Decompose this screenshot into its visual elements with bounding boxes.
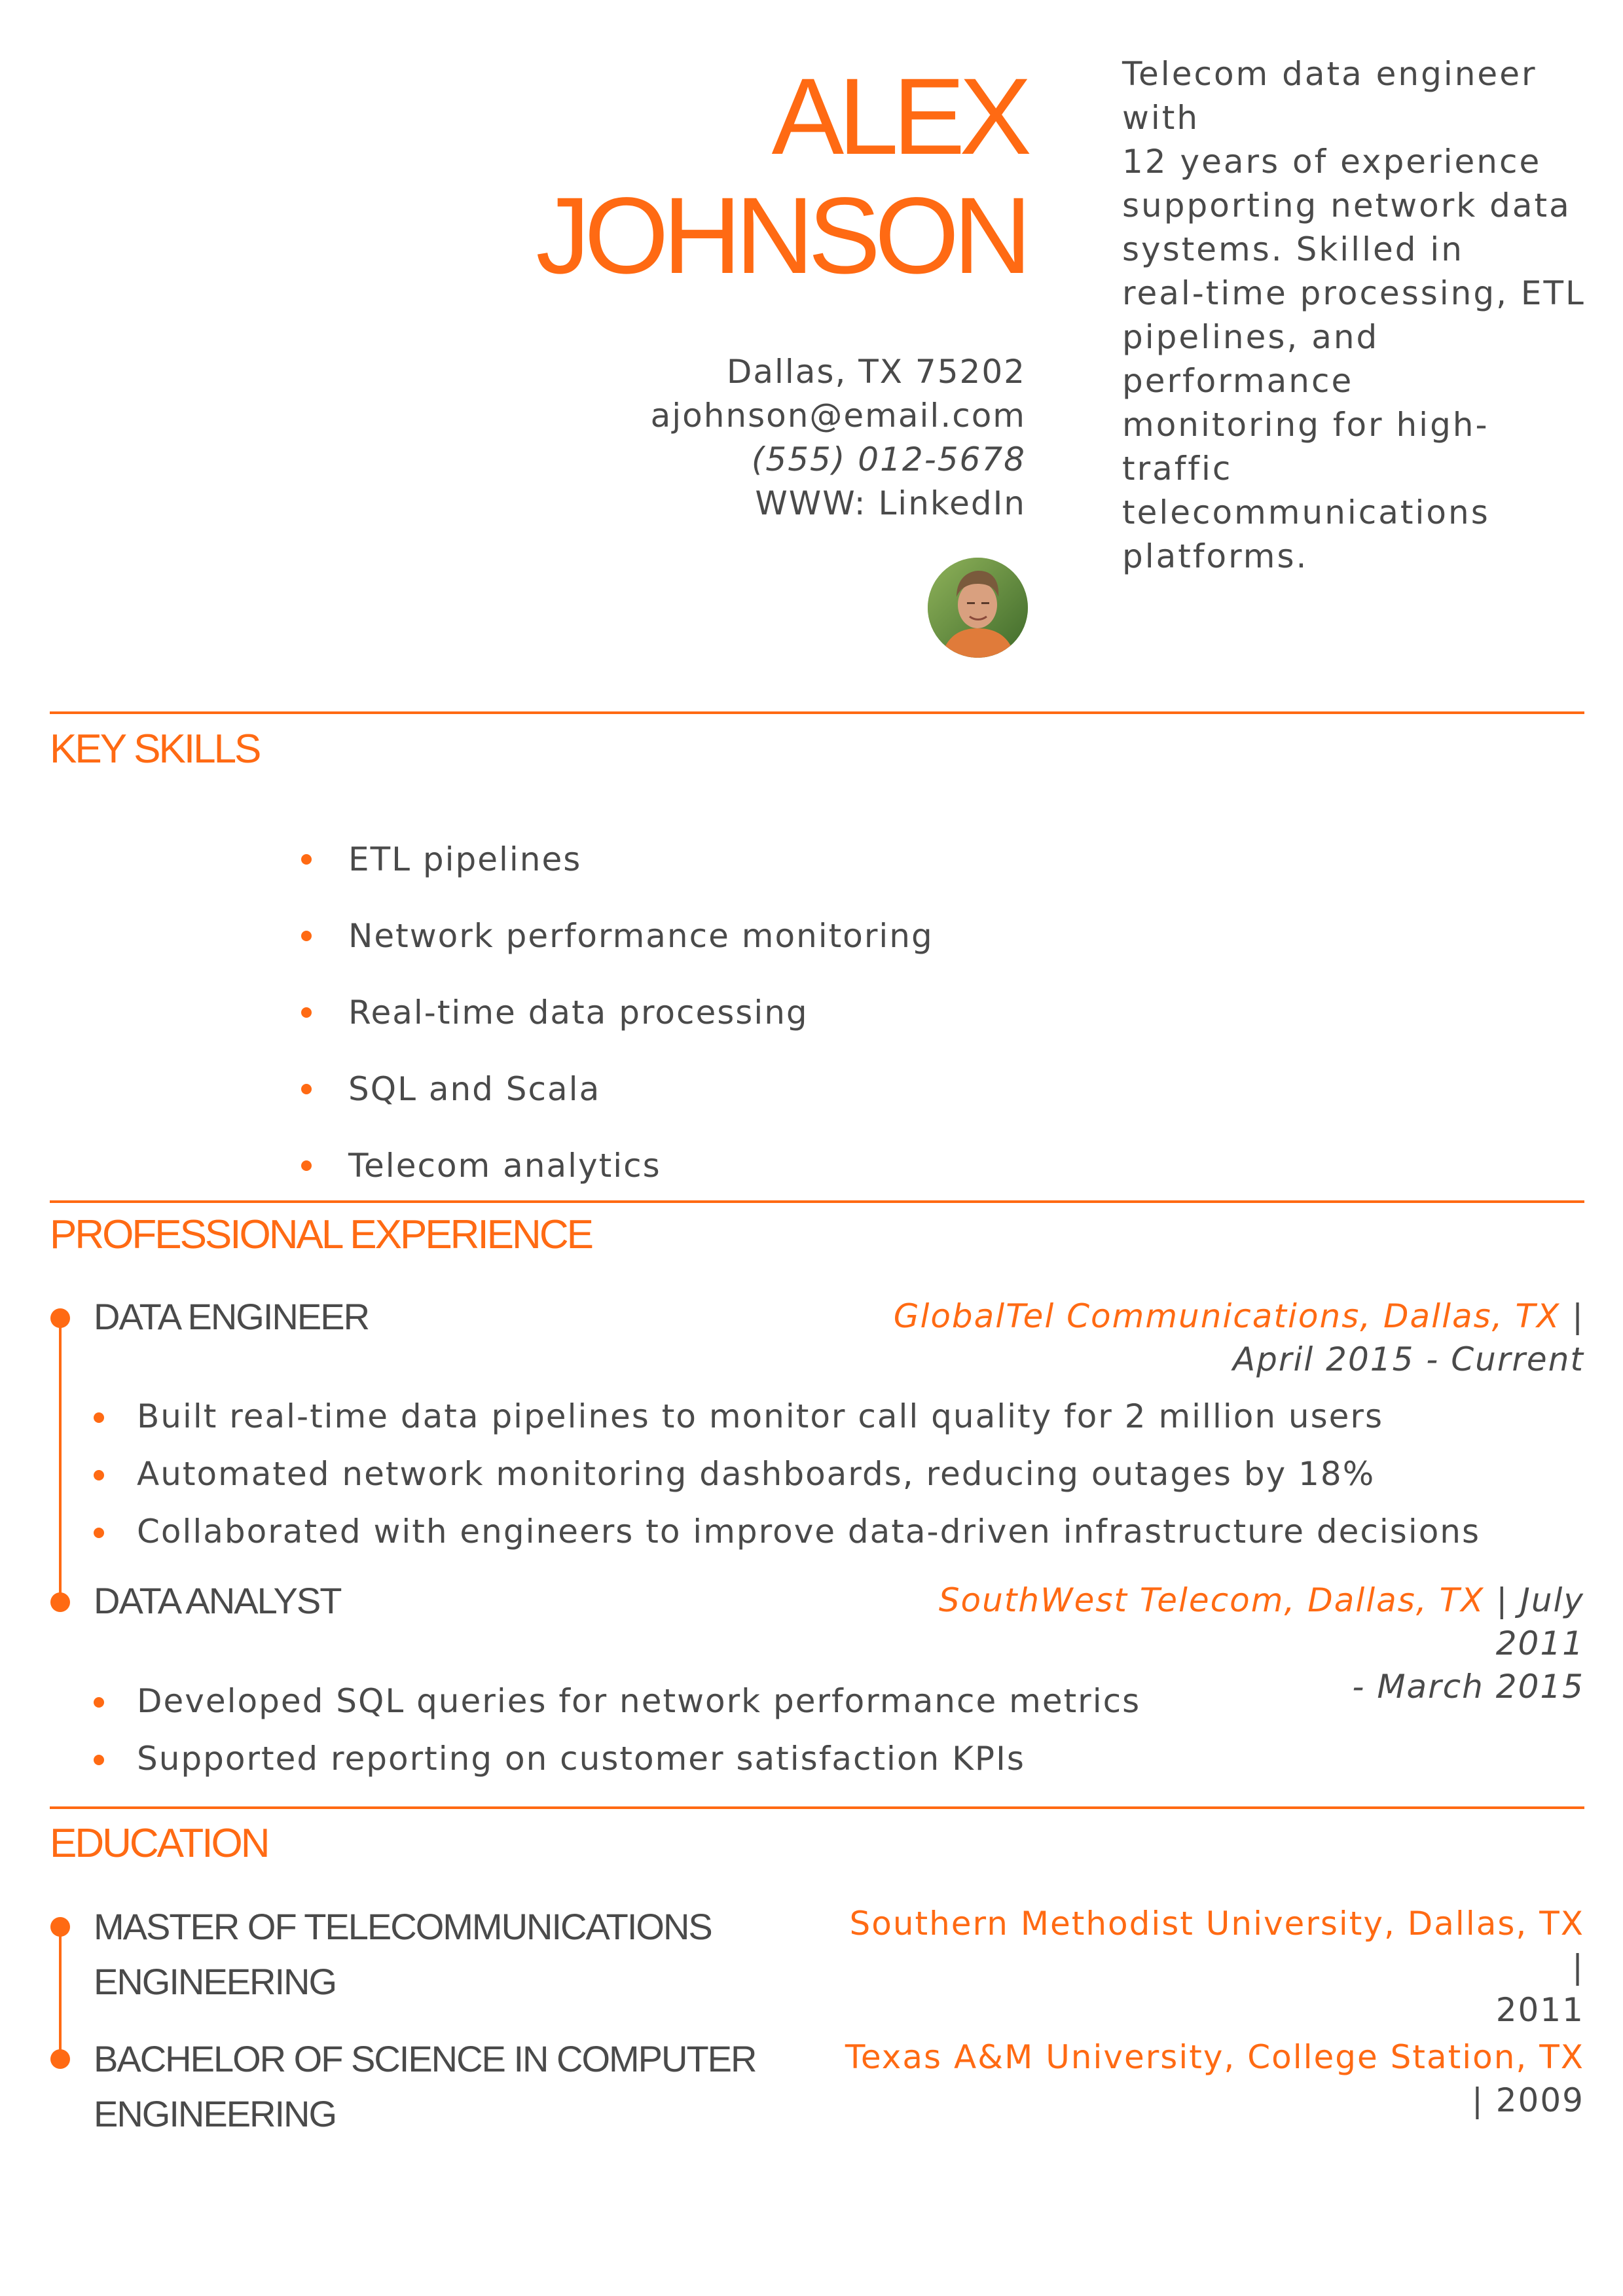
summary-line: pipelines, and performance	[1122, 318, 1379, 400]
summary-line: systems. Skilled in	[1122, 230, 1464, 268]
job-bullets	[94, 1672, 1140, 1787]
address: Dallas, TX 75202	[726, 353, 1026, 391]
phone-number[interactable]: (555) 012-5678	[751, 440, 1026, 478]
job-meta	[864, 1295, 1584, 1381]
summary-line: platforms.	[1122, 537, 1309, 575]
school: Southern Methodist University, Dallas, TX	[849, 1905, 1584, 1943]
list-item: Developed SQL queries for network performance metrics	[94, 1672, 1140, 1730]
list-item: Collaborated with engineers to improve data-driven infrastructure decisions	[94, 1503, 1480, 1560]
list-item: ETL pipelines	[301, 821, 934, 898]
first-name: ALEX	[771, 56, 1026, 177]
employer: SouthWest Telecom, Dallas, TX	[938, 1581, 1485, 1619]
list-item: Built real-time data pipelines to monitor call quality for 2 million users	[94, 1388, 1480, 1445]
section-title-skills: KEY SKILLS	[50, 726, 260, 772]
list-item: Telecom analytics	[301, 1128, 934, 1204]
avatar	[928, 558, 1028, 658]
degree-line: MASTER OF TELECOMMUNICATIONS	[94, 1906, 712, 1947]
job-title: DATA ENGINEER	[94, 1296, 369, 1337]
graduation-year: | 2009	[1472, 2081, 1584, 2119]
education-timeline	[59, 1928, 62, 2058]
school-meta	[831, 1902, 1584, 2032]
experience-timeline	[59, 1319, 62, 1601]
degree-title	[94, 2032, 814, 2142]
last-name: JOHNSON	[536, 175, 1026, 296]
timeline-dot	[50, 2049, 70, 2069]
email-link[interactable]: ajohnson@email.com	[650, 397, 1026, 435]
separator: |	[1484, 1581, 1521, 1619]
divider	[50, 711, 1584, 714]
job-dates: April 2015 - Current	[1232, 1340, 1584, 1378]
list-item: Network performance monitoring	[301, 898, 934, 975]
summary-line: 12 years of experience	[1122, 143, 1542, 181]
school: Texas A&M University, College Station, TX	[845, 2038, 1584, 2076]
summary-line: Telecom data engineer with	[1122, 55, 1537, 137]
degree-line: ENGINEERING	[94, 1961, 337, 2002]
list-item: Supported reporting on customer satisfaction KPIs	[94, 1730, 1140, 1787]
timeline-dot	[50, 1917, 70, 1937]
summary-line: real-time processing, ETL	[1122, 274, 1586, 312]
skills-list	[301, 821, 934, 1204]
list-item: SQL and Scala	[301, 1051, 934, 1128]
section-title-education: EDUCATION	[50, 1821, 268, 1866]
professional-summary	[1122, 52, 1594, 579]
job-dates: - March 2015	[1352, 1668, 1584, 1706]
list-item: Automated network monitoring dashboards, reducing outages by 18%	[94, 1445, 1480, 1503]
divider	[50, 1806, 1584, 1809]
section-title-experience: PROFESSIONAL EXPERIENCE	[50, 1212, 592, 1257]
divider	[50, 1200, 1584, 1203]
separator: |	[1560, 1297, 1584, 1335]
timeline-dot	[50, 1308, 70, 1328]
website-link[interactable]: WWW: LinkedIn	[755, 484, 1026, 522]
employer: GlobalTel Communications, Dallas, TX	[893, 1297, 1561, 1335]
job-dates: July 2011	[1495, 1581, 1584, 1662]
job-bullets	[94, 1388, 1480, 1560]
contact-block	[437, 350, 1026, 526]
job-title: DATA ANALYST	[94, 1580, 341, 1621]
separator: |	[1572, 1948, 1584, 1986]
degree-line: ENGINEERING	[94, 2093, 337, 2134]
summary-line: supporting network data	[1122, 187, 1571, 224]
summary-line: telecommunications	[1122, 493, 1490, 531]
graduation-year: 2011	[1495, 1991, 1584, 2029]
timeline-dot	[50, 1592, 70, 1612]
list-item: Real-time data processing	[301, 975, 934, 1051]
candidate-name	[371, 58, 1026, 296]
summary-line: monitoring for high-traffic	[1122, 406, 1489, 488]
school-meta	[831, 2036, 1584, 2122]
degree-title	[94, 1899, 814, 2009]
profile-photo-icon	[928, 558, 1028, 658]
degree-line: BACHELOR OF SCIENCE IN COMPUTER	[94, 2038, 756, 2079]
